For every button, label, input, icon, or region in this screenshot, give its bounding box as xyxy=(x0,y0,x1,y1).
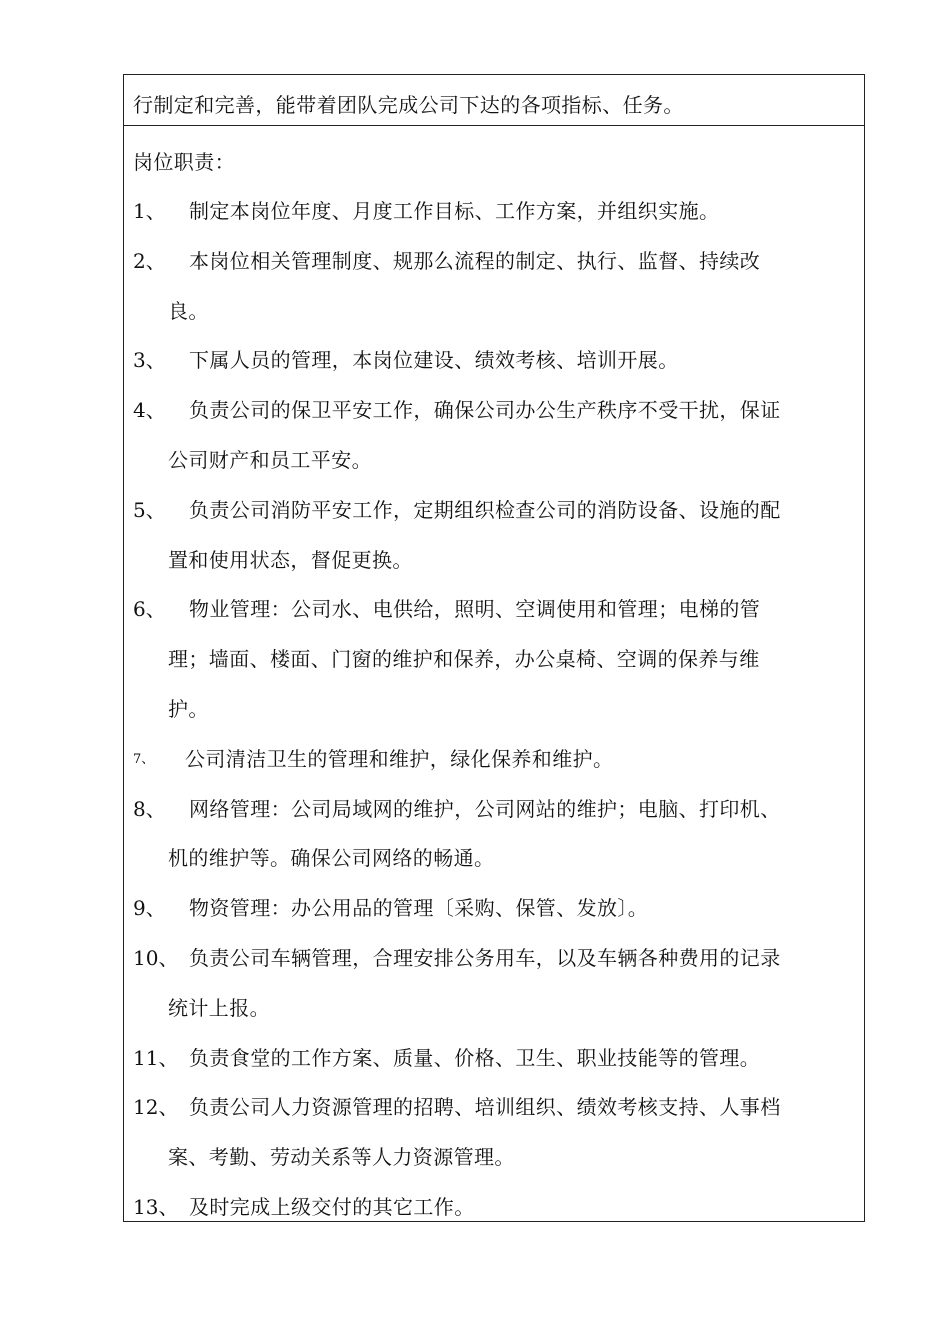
duty-text-line: 理；墙面、楼面、门窗的维护和保养，办公桌椅、空调的保养与维 xyxy=(168,647,760,672)
duty-text-line: 统计上报。 xyxy=(168,995,270,1020)
duty-text-line: 物资管理：办公用品的管理〔采购、保管、发放〕。 xyxy=(189,896,649,921)
duty-number: 12、 xyxy=(133,1095,179,1120)
duty-text-line: 制定本岗位年度、月度工作目标、工作方案，并组织实施。 xyxy=(189,199,720,223)
duty-text-line: 公司清洁卫生的管理和维护，绿化保养和维护。 xyxy=(185,746,614,771)
duty-text-line: 负责食堂的工作方案、质量、价格、卫生、职业技能等的管理。 xyxy=(189,1045,761,1070)
duty-text-line: 机的维护等。确保公司网络的畅通。 xyxy=(168,846,495,871)
duty-number: 10、 xyxy=(133,946,179,970)
duty-text-line: 良。 xyxy=(168,298,209,323)
duty-number: 6、 xyxy=(133,597,166,622)
duty-number: 2、 xyxy=(133,248,166,273)
section-heading: 岗位职责： xyxy=(133,150,235,174)
duty-text-line: 及时完成上级交付的其它工作。 xyxy=(189,1195,475,1219)
duty-number: 8、 xyxy=(133,796,166,821)
duty-text-line: 案、考勤、劳动关系等人力资源管理。 xyxy=(168,1145,515,1170)
duty-number: 11、 xyxy=(133,1045,179,1070)
duties-table xyxy=(123,74,865,1222)
duty-text-line: 物业管理：公司水、电供给，照明、空调使用和管理；电梯的管 xyxy=(189,597,761,622)
duty-text-line: 本岗位相关管理制度、规那么流程的制定、执行、监督、持续改 xyxy=(189,248,761,273)
duty-number: 7、 xyxy=(133,751,155,767)
table-top-row xyxy=(124,75,864,126)
duty-text-line: 负责公司人力资源管理的招聘、培训组织、绩效考核支持、人事档 xyxy=(189,1095,781,1120)
duty-text-line: 护。 xyxy=(168,697,209,721)
duty-number: 9、 xyxy=(133,896,166,921)
top-row-text: 行制定和完善，能带着团队完成公司下达的各项指标、任务。 xyxy=(133,93,684,117)
duty-text-line: 下属人员的管理，本岗位建设、绩效考核、培训开展。 xyxy=(189,348,679,373)
duty-text-line: 负责公司的保卫平安工作，确保公司办公生产秩序不受干扰，保证 xyxy=(189,398,781,423)
duty-text-line: 负责公司消防平安工作，定期组织检查公司的消防设备、设施的配 xyxy=(189,497,781,522)
duty-text-line: 公司财产和员工平安。 xyxy=(168,448,372,472)
duty-text-line: 负责公司车辆管理，合理安排公务用车，以及车辆各种费用的记录 xyxy=(189,946,781,970)
duty-number: 5、 xyxy=(133,497,166,522)
duty-number: 3、 xyxy=(133,348,166,373)
duty-number: 4、 xyxy=(133,398,166,423)
duty-number: 13、 xyxy=(133,1195,179,1219)
duty-text-line: 网络管理：公司局域网的维护，公司网站的维护；电脑、打印机、 xyxy=(189,796,781,821)
duty-number: 1、 xyxy=(133,199,166,223)
duty-text-line: 置和使用状态，督促更换。 xyxy=(168,547,413,572)
